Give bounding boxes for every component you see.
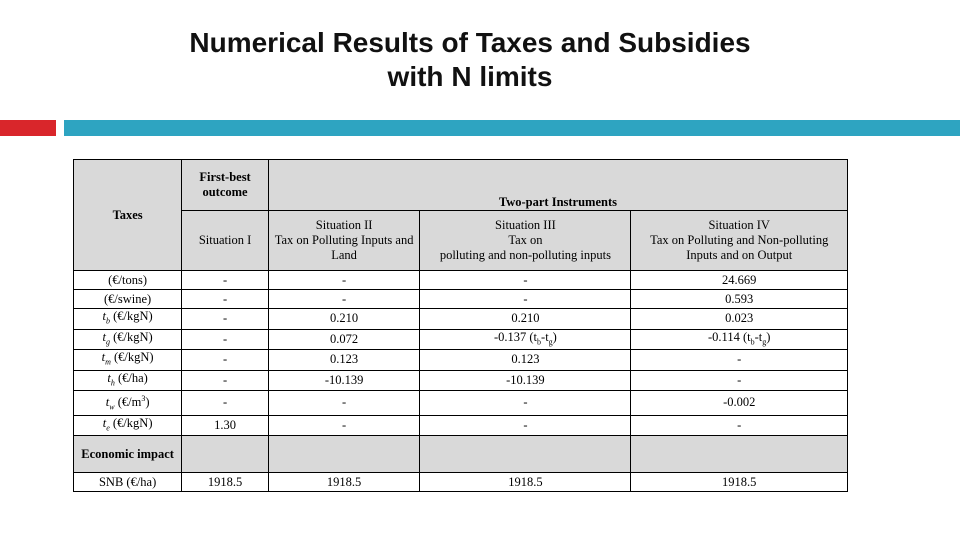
table-row <box>74 271 848 290</box>
header-taxes: Taxes <box>74 160 182 271</box>
cell-situation-4: 0.023 <box>631 309 848 330</box>
header-row-2 <box>74 210 848 270</box>
cell-situation-4: - <box>631 370 848 391</box>
situation-4-title: Situation IV <box>708 217 770 232</box>
cell-situation-1: - <box>182 329 269 350</box>
cell-situation-4: -0.114 $(t_b-t_g)$ <box>631 329 848 350</box>
cell-situation-3: - <box>420 391 631 416</box>
title-line-2: with N limits <box>387 61 553 92</box>
header-situation-3 <box>420 210 631 270</box>
cell-situation-1: - <box>182 391 269 416</box>
cell-situation-1: - <box>182 290 269 309</box>
row-label: $t_m$ (€/kgN) <box>74 350 182 371</box>
header-situation-2 <box>268 210 420 270</box>
cell-situation-2: 0.072 <box>268 329 420 350</box>
situation-2-title: Situation II <box>315 217 373 232</box>
header-situation-1: Situation I <box>182 210 269 270</box>
economic-impact-empty <box>631 436 848 473</box>
row-label: (€/tons) <box>74 271 182 290</box>
cell-situation-3: -10.139 <box>420 370 631 391</box>
row-label: (€/swine) <box>74 290 182 309</box>
situation-4-subtitle: Tax on Polluting and Non-polluting Inputs and on Output <box>650 232 829 262</box>
cell-situation-2: - <box>268 290 420 309</box>
cell-situation-1: 1918.5 <box>182 473 269 492</box>
situation-2-subtitle: Tax on Polluting Inputs and Land <box>274 232 414 262</box>
situation-3-subtitle-a: Tax on <box>508 232 543 247</box>
cell-situation-3: - <box>420 271 631 290</box>
cell-situation-4: - <box>631 415 848 436</box>
cell-situation-3: - <box>420 415 631 436</box>
row-label: $t_b$ (€/kgN) <box>74 309 182 330</box>
blue-accent-bar <box>64 120 960 136</box>
situation-3-subtitle-b: polluting and non-polluting inputs <box>439 247 611 262</box>
row-label: SNB (€/ha) <box>74 473 182 492</box>
cell-situation-1: - <box>182 370 269 391</box>
cell-situation-3: 0.210 <box>420 309 631 330</box>
economic-impact-row <box>74 436 848 473</box>
cell-situation-4: 0.593 <box>631 290 848 309</box>
row-label: $t_w$ $(€/m^3)$ <box>74 391 182 416</box>
row-label: $t_e$ (€/kgN) <box>74 415 182 436</box>
cell-situation-4: - <box>631 350 848 371</box>
cell-situation-4: -0.002 <box>631 391 848 416</box>
slide-title <box>0 26 940 94</box>
header-first-best: First-best outcome <box>182 160 269 211</box>
cell-situation-2: - <box>268 271 420 290</box>
results-table <box>73 159 848 492</box>
table-row <box>74 309 848 330</box>
economic-impact-empty <box>420 436 631 473</box>
table-row <box>74 329 848 350</box>
table-row-snb <box>74 473 848 492</box>
cell-situation-2: 0.123 <box>268 350 420 371</box>
table-row <box>74 290 848 309</box>
economic-impact-empty <box>182 436 269 473</box>
cell-situation-4: 24.669 <box>631 271 848 290</box>
cell-situation-3: - <box>420 290 631 309</box>
situation-3-title: Situation III <box>495 217 556 232</box>
cell-situation-2: - <box>268 415 420 436</box>
cell-situation-3: 1918.5 <box>420 473 631 492</box>
economic-impact-label: Economic impact <box>74 436 182 473</box>
table-row <box>74 370 848 391</box>
header-two-part: Two-part Instruments <box>268 160 847 211</box>
title-line-1: Numerical Results of Taxes and Subsidies <box>189 27 751 58</box>
cell-situation-3: 0.123 <box>420 350 631 371</box>
table-row <box>74 415 848 436</box>
cell-situation-1: 1.30 <box>182 415 269 436</box>
cell-situation-1: - <box>182 271 269 290</box>
table-row <box>74 350 848 371</box>
table-row <box>74 391 848 416</box>
economic-impact-empty <box>268 436 420 473</box>
cell-situation-2: 0.210 <box>268 309 420 330</box>
header-row-1 <box>74 160 848 211</box>
row-label: $t_g$ (€/kgN) <box>74 329 182 350</box>
cell-situation-2: 1918.5 <box>268 473 420 492</box>
cell-situation-2: -10.139 <box>268 370 420 391</box>
red-accent-bar <box>0 120 56 136</box>
cell-situation-1: - <box>182 309 269 330</box>
cell-situation-1: - <box>182 350 269 371</box>
header-situation-4 <box>631 210 848 270</box>
cell-situation-2: - <box>268 391 420 416</box>
cell-situation-3: -0.137 $(t_b-t_g)$ <box>420 329 631 350</box>
cell-situation-4: 1918.5 <box>631 473 848 492</box>
row-label: $t_h$ (€/ha) <box>74 370 182 391</box>
